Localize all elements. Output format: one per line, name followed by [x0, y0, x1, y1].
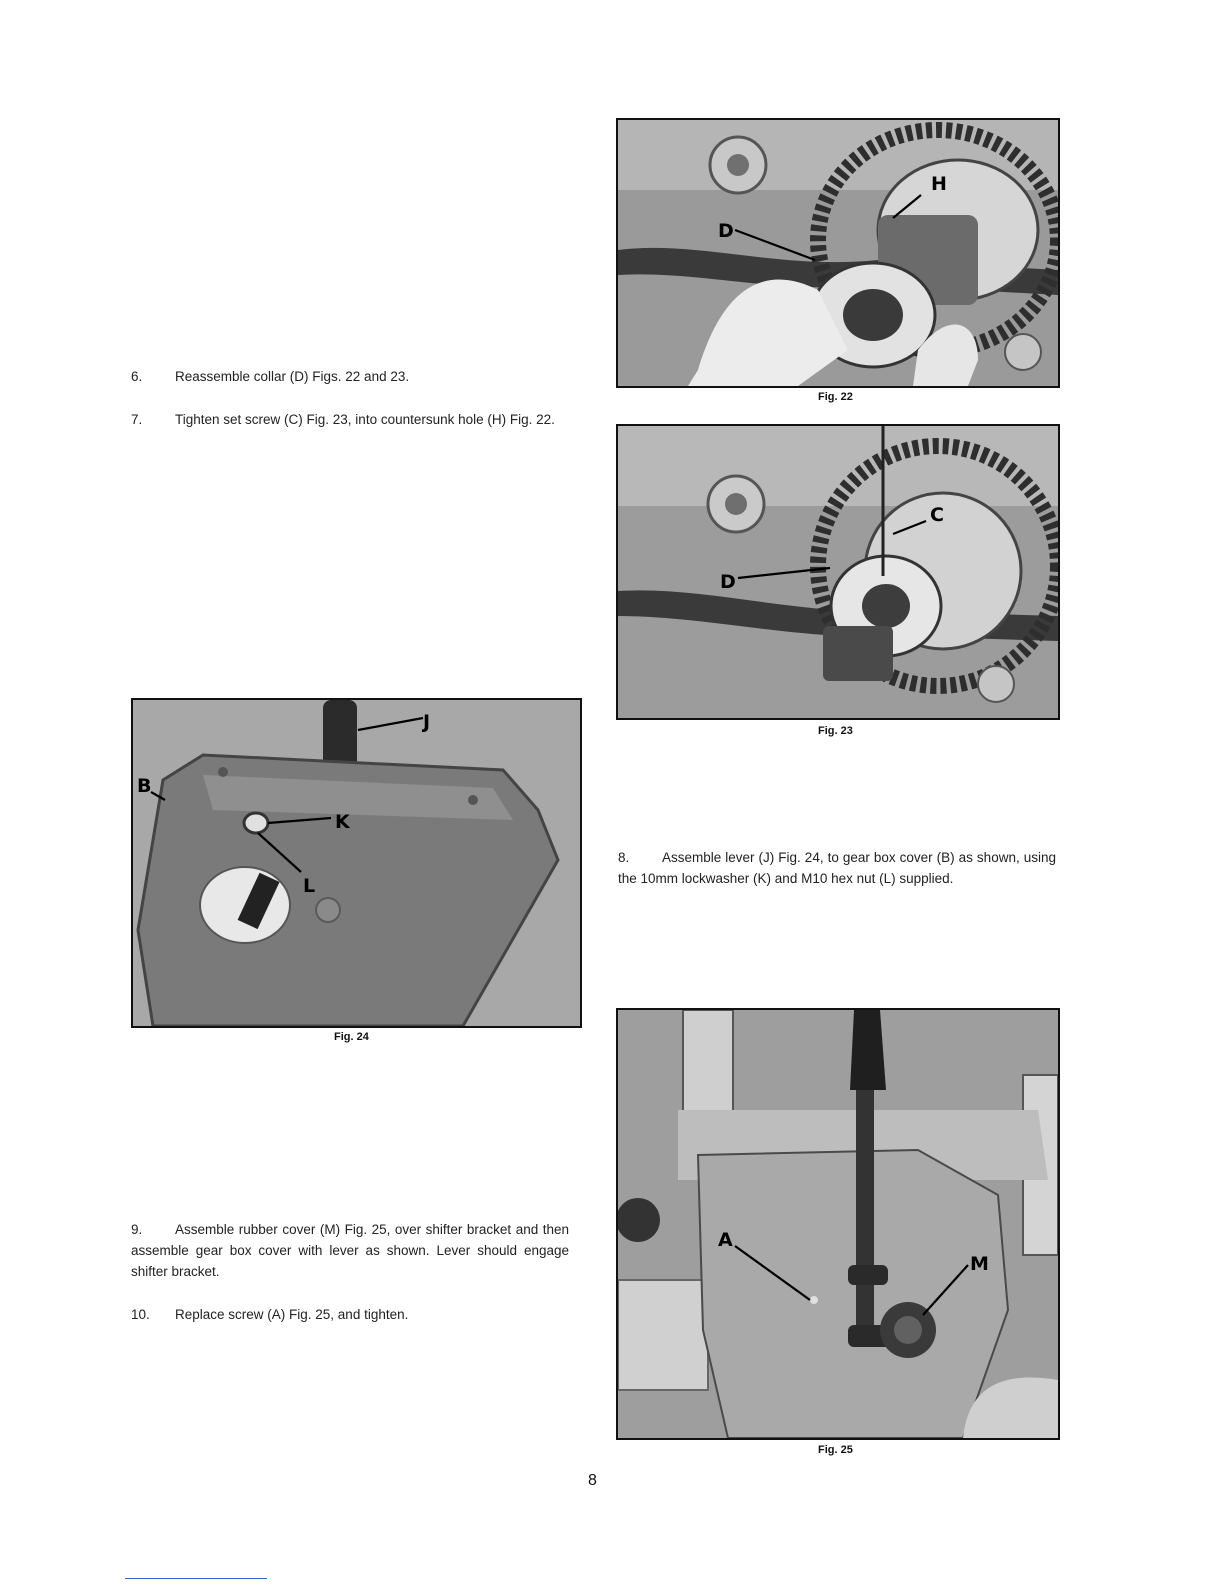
figure-22-photo — [618, 120, 1058, 386]
label-c: C — [930, 504, 944, 526]
step-text: Tighten set screw (C) Fig. 23, into countersunk hole (H) Fig. 22. — [175, 412, 555, 427]
step-6 — [131, 366, 576, 387]
label-h: H — [931, 173, 947, 195]
label-j: J — [423, 711, 431, 733]
figure-22-caption: Fig. 22 — [818, 391, 853, 403]
label-k: K — [335, 811, 350, 833]
page-number: 8 — [588, 1472, 597, 1489]
figure-23-caption: Fig. 23 — [818, 725, 853, 737]
step-number: 7. — [131, 412, 143, 427]
step-9 — [131, 1219, 569, 1282]
figure-22 — [616, 118, 1060, 388]
figure-25-caption: Fig. 25 — [818, 1444, 853, 1456]
label-d: D — [720, 571, 736, 593]
step-7 — [131, 409, 572, 430]
figure-23 — [616, 424, 1060, 720]
figure-24 — [131, 698, 582, 1028]
step-number: 9. — [131, 1222, 143, 1237]
label-m: M — [970, 1253, 989, 1275]
step-text: Assemble rubber cover (M) Fig. 25, over shifter bracket and then assemble gear box cover with lever as shown. Lever should engage shifter bracket. — [131, 1222, 569, 1279]
step-number: 8. — [618, 850, 630, 865]
label-d: D — [718, 220, 734, 242]
step-10 — [131, 1304, 569, 1325]
figure-24-photo — [133, 700, 580, 1026]
figure-25-photo — [618, 1010, 1058, 1438]
figure-25 — [616, 1008, 1060, 1440]
step-number: 6. — [131, 369, 143, 384]
step-number: 10. — [131, 1307, 150, 1322]
step-text: Replace screw (A) Fig. 25, and tighten. — [175, 1307, 409, 1322]
label-b: B — [137, 775, 152, 797]
label-l: L — [303, 875, 316, 897]
figure-23-photo — [618, 426, 1058, 718]
step-8 — [618, 847, 1056, 889]
step-text: Assemble lever (J) Fig. 24, to gear box cover (B) as shown, using the 10mm lockwasher (K) and M10 hex nut (L) supplied. — [618, 850, 1056, 886]
step-text: Reassemble collar (D) Figs. 22 and 23. — [175, 369, 410, 384]
label-a: A — [718, 1229, 733, 1251]
footer-rule — [125, 1578, 267, 1579]
figure-24-caption: Fig. 24 — [334, 1031, 369, 1043]
